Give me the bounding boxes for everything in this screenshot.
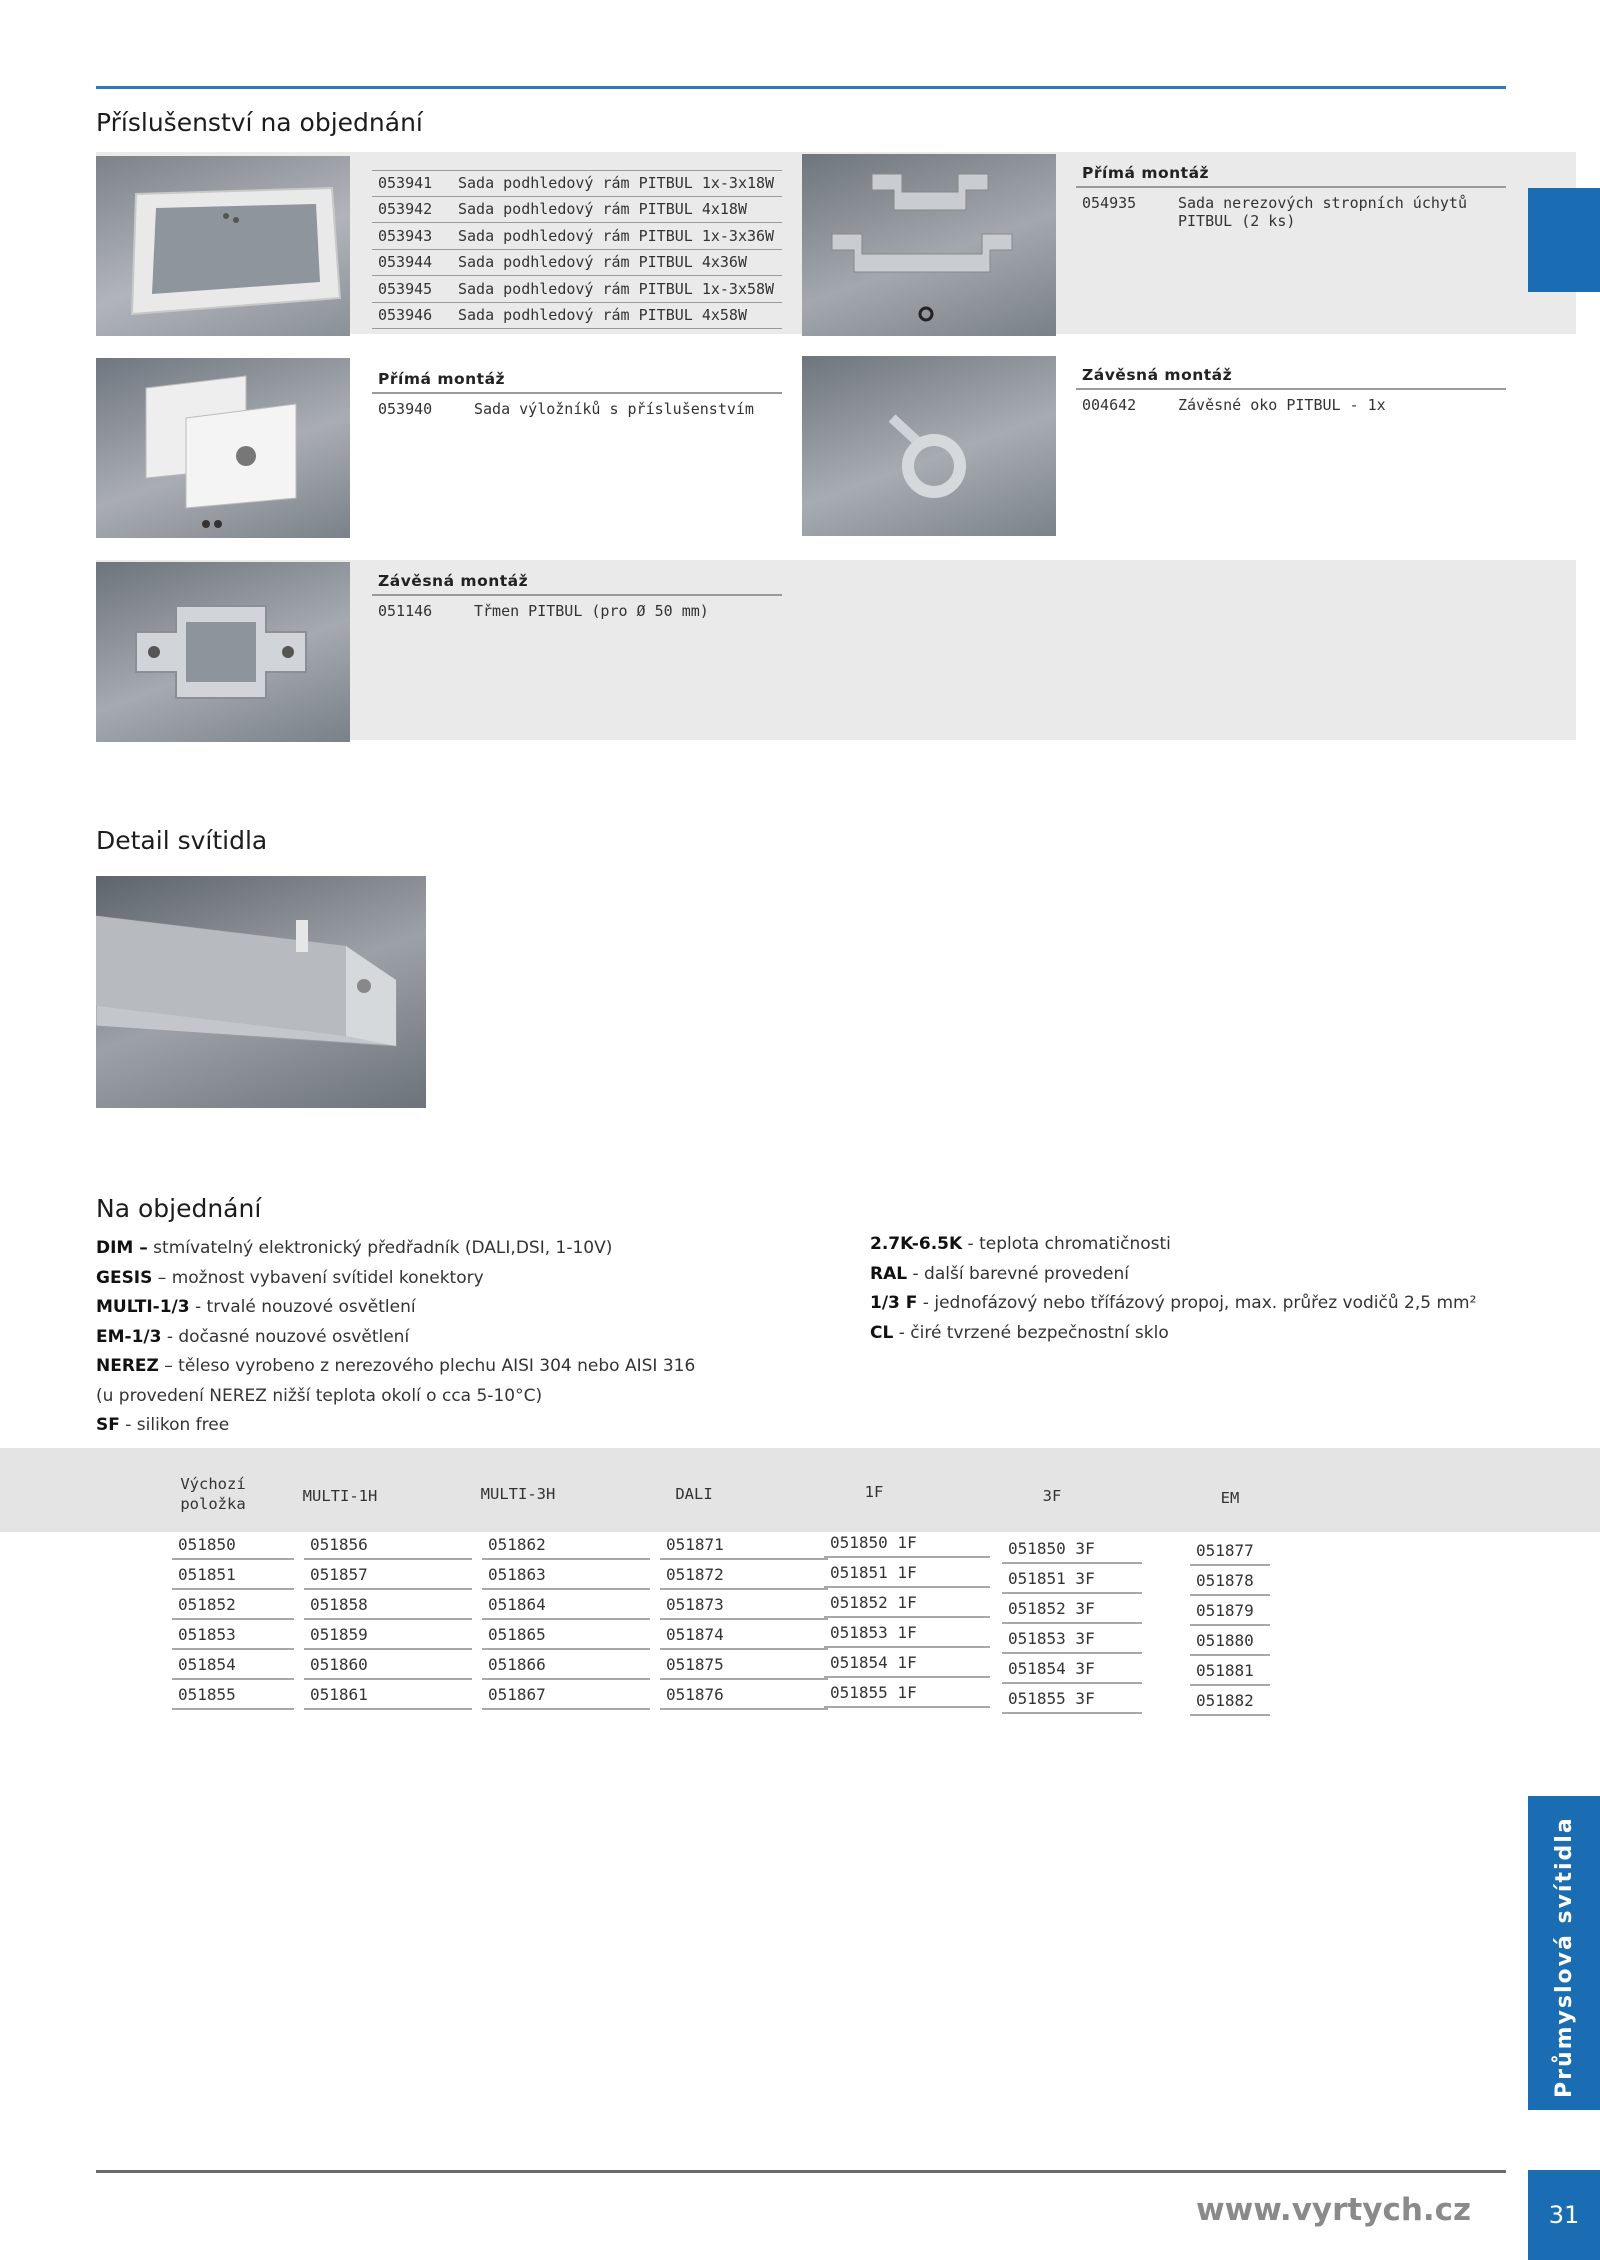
- luminaire-detail-illustration: [96, 876, 426, 1108]
- kit-name: Sada podhledový rám PITBUL 4x36W: [458, 253, 747, 272]
- table-cell: 051866: [482, 1650, 650, 1680]
- block-code: 004642: [1082, 396, 1137, 414]
- option-line: NEREZ – těleso vyrobeno z nerezového plechu AISI 304 nebo AISI 316: [96, 1356, 696, 1376]
- table-cell: 051854: [172, 1650, 294, 1680]
- option-line: DIM – stmívatelný elektronický předřadník (DALI,DSI, 1-10V): [96, 1238, 613, 1258]
- table-cell: 051855 3F: [1002, 1684, 1142, 1714]
- suspension-eye-block: [1076, 366, 1506, 414]
- list-item: [372, 170, 782, 197]
- table-cell: 051872: [660, 1560, 828, 1590]
- arm-kit-illustration: [96, 358, 350, 538]
- options-right: [870, 1230, 1530, 1348]
- table-cell: 051876: [660, 1680, 828, 1710]
- table-cell: 051878: [1190, 1566, 1270, 1596]
- table-cell: 051850: [172, 1530, 294, 1560]
- table-cell: 051879: [1190, 1596, 1270, 1626]
- th-base: Výchozí položka: [180, 1475, 246, 1513]
- block-heading: Přímá montáž: [1076, 164, 1506, 188]
- table-cell: 051862: [482, 1530, 650, 1560]
- category-label: Průmyslová svítidla: [1551, 1816, 1577, 2098]
- column-em: [1190, 1536, 1270, 1716]
- column-base: [172, 1530, 294, 1710]
- block-name: Třmen PITBUL (pro Ø 50 mm): [474, 602, 709, 620]
- table-cell: 051864: [482, 1590, 650, 1620]
- website-link[interactable]: www.vyrtych.cz: [1196, 2192, 1472, 2228]
- options-left: [96, 1234, 816, 1441]
- table-cell: 051850 3F: [1002, 1534, 1142, 1564]
- option-line: (u provedení NEREZ nižší teplota okolí o cca 5-10°C): [96, 1385, 543, 1406]
- table-cell: 051855 1F: [824, 1678, 990, 1708]
- table-cell: 051852: [172, 1590, 294, 1620]
- th-multi1h: MULTI-1H: [302, 1487, 378, 1505]
- table-cell: 051854 1F: [824, 1648, 990, 1678]
- photo-arm-kit: [96, 358, 350, 538]
- table-cell: 051871: [660, 1530, 828, 1560]
- kit-code: 053945: [378, 279, 433, 298]
- photo-clamp: [96, 562, 350, 742]
- block-code: 051146: [378, 602, 433, 620]
- option-line: MULTI-1/3 - trvalé nouzové osvětlení: [96, 1297, 416, 1317]
- block-code: 053940: [378, 400, 433, 418]
- table-cell: 051851 1F: [824, 1558, 990, 1588]
- list-item: [372, 197, 782, 224]
- th-3f: 3F: [1042, 1487, 1062, 1505]
- photo-suspension-eye: [802, 356, 1056, 536]
- table-cell: 051861: [304, 1680, 472, 1710]
- top-rule: [96, 86, 1506, 89]
- kit-name: Sada podhledový rám PITBUL 4x58W: [458, 306, 747, 325]
- option-line: GESIS – možnost vybavení svítidel konektory: [96, 1267, 484, 1288]
- option-line: EM-1/3 - dočasné nouzové osvětlení: [96, 1326, 410, 1347]
- list-item: [372, 223, 782, 250]
- kit-code: 053941: [378, 174, 433, 193]
- kit-name: Sada podhledový rám PITBUL 1x-3x58W: [458, 279, 775, 298]
- list-item: [372, 276, 782, 303]
- table-cell: 051852 1F: [824, 1588, 990, 1618]
- photo-ceiling-brackets: [802, 154, 1056, 336]
- table-cell: 051881: [1190, 1656, 1270, 1686]
- table-cell: 051867: [482, 1680, 650, 1710]
- table-cell: 051865: [482, 1620, 650, 1650]
- option-line: CL - čiré tvrzené bezpečnostní sklo: [870, 1322, 1169, 1343]
- table-cell: 051874: [660, 1620, 828, 1650]
- column-3f: [1002, 1534, 1142, 1714]
- kit-code: 053942: [378, 200, 433, 219]
- option-line: 1/3 F - jednofázový nebo třífázový propoj, max. průřez vodičů 2,5 mm²: [870, 1293, 1477, 1313]
- list-item: [372, 303, 782, 330]
- table-cell: 051882: [1190, 1686, 1270, 1716]
- th-multi3h: MULTI-3H: [480, 1485, 556, 1503]
- option-line: 2.7K-6.5K - teplota chromatičnosti: [870, 1234, 1171, 1254]
- accessories-title: Příslušenství na objednání: [96, 108, 423, 137]
- table-cell: 051863: [482, 1560, 650, 1590]
- photo-frame-kit: [96, 156, 350, 336]
- page-number: 31: [1528, 2170, 1600, 2260]
- table-cell: 051873: [660, 1590, 828, 1620]
- table-cell: 051856: [304, 1530, 472, 1560]
- table-cell: 051851: [172, 1560, 294, 1590]
- table-cell: 051853: [172, 1620, 294, 1650]
- block-name: Závěsné oko PITBUL - 1x: [1178, 396, 1386, 414]
- block-name: Sada výložníků s příslušenstvím: [474, 400, 754, 418]
- side-tab-marker: [1528, 188, 1600, 292]
- th-dali: DALI: [675, 1485, 713, 1503]
- table-cell: 051850 1F: [824, 1528, 990, 1558]
- table-cell: 051853 1F: [824, 1618, 990, 1648]
- block-heading: Závěsná montáž: [1076, 366, 1506, 390]
- table-cell: 051854 3F: [1002, 1654, 1142, 1684]
- block-heading: Závěsná montáž: [372, 572, 782, 596]
- detail-title: Detail svítidla: [96, 826, 268, 855]
- bottom-rule: [96, 2170, 1506, 2173]
- frame-kit-list: [372, 170, 782, 329]
- column-multi3h: [482, 1530, 650, 1710]
- order-title: Na objednání: [96, 1194, 262, 1223]
- block-heading: Přímá montáž: [372, 370, 782, 394]
- th-1f: 1F: [864, 1483, 884, 1501]
- table-cell: 051852 3F: [1002, 1594, 1142, 1624]
- ceiling-mount-block: [1076, 164, 1506, 230]
- block-code: 054935: [1082, 194, 1137, 212]
- column-multi1h: [304, 1530, 472, 1710]
- frame-kit-illustration: [96, 156, 350, 336]
- kit-name: Sada podhledový rám PITBUL 1x-3x18W: [458, 174, 775, 193]
- block-name: Sada nerezových stropních úchytů PITBUL (2 ks): [1178, 194, 1467, 230]
- table-cell: 051855: [172, 1680, 294, 1710]
- table-cell: 051853 3F: [1002, 1624, 1142, 1654]
- clamp-block: [372, 572, 782, 620]
- th-em: EM: [1220, 1489, 1240, 1507]
- kit-name: Sada podhledový rám PITBUL 1x-3x36W: [458, 226, 775, 245]
- table-cell: 051875: [660, 1650, 828, 1680]
- table-cell: 051860: [304, 1650, 472, 1680]
- photo-luminaire-detail: [96, 876, 426, 1108]
- kit-code: 053946: [378, 306, 433, 325]
- kit-code: 053943: [378, 226, 433, 245]
- clamp-illustration: [96, 562, 350, 742]
- kit-code: 053944: [378, 253, 433, 272]
- column-1f: [824, 1528, 990, 1708]
- table-cell: 051851 3F: [1002, 1564, 1142, 1594]
- arm-mount-block: [372, 370, 782, 418]
- table-cell: 051877: [1190, 1536, 1270, 1566]
- table-cell: 051880: [1190, 1626, 1270, 1656]
- suspension-eye-illustration: [802, 356, 1056, 536]
- ceiling-brackets-illustration: [802, 154, 1056, 336]
- table-cell: 051857: [304, 1560, 472, 1590]
- column-dali: [660, 1530, 828, 1710]
- option-line: SF - silikon free: [96, 1415, 230, 1435]
- table-cell: 051858: [304, 1590, 472, 1620]
- option-line: RAL - další barevné provedení: [870, 1263, 1130, 1284]
- list-item: [372, 250, 782, 277]
- kit-name: Sada podhledový rám PITBUL 4x18W: [458, 200, 747, 219]
- table-cell: 051859: [304, 1620, 472, 1650]
